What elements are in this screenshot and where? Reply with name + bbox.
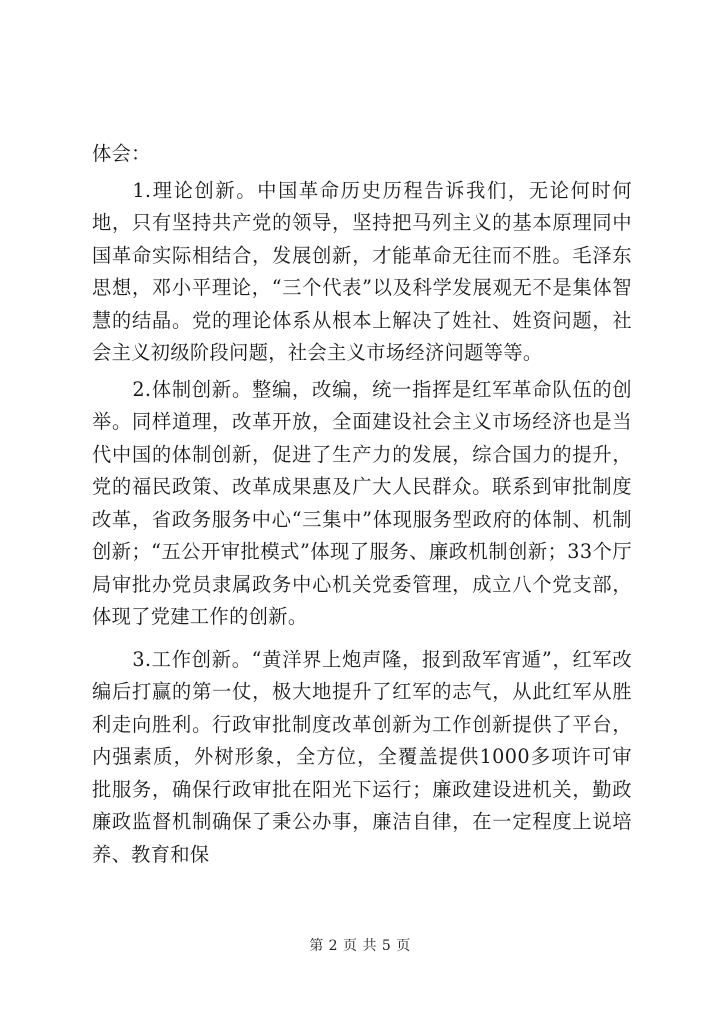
paragraph-theory-innovation: 1.理论创新。中国革命历史历程告诉我们，无论何时何地，只有坚持共产党的领导，坚持把马列主义的基本原理同中国革命实际相结合，发展创新，才能革命无往而不胜。毛泽东思想，邓小平理论，“三个代表”以及科学发展观无不是集体智慧的结晶。党的理论体系从根本上解决了姓社、姓资问题，社会主义初级阶段问题，社会主义市场经济问题等等。 <box>92 178 632 364</box>
paragraph-system-innovation: 2.体制创新。整编，改编，统一指挥是红军革命队伍的创举。同样道理，改革开放，全面建设社会主义市场经济也是当代中国的体制创新，促进了生产力的发展，综合国力的提升，党的福民政策、改革成果惠及广大人民群众。联系到审批制度改革，省政务服务中心“三集中”体现服务型政府的体制、机制创新；“五公开审批模式”体现了服务、廉政机制创新；33个厅局审批办党员隶属政务中心机关党委管理，成立八个党支部，体现了党建工作的创新。 <box>92 377 632 628</box>
page-footer: 第 2 页 共 5 页 <box>309 938 411 954</box>
intro-line: 体会： <box>92 142 151 165</box>
paragraph-work-innovation: 3.工作创新。“黄洋界上炮声隆，报到敌军宵遁”，红军改编后打赢的第一仗，极大地提升了红军的志气，从此红军从胜利走向胜利。行政审批制度改革创新为工作创新提供了平台，内强素质，外树形象，全方位，全覆盖提供1000多项许可审批服务，确保行政审批在阳光下运行；廉政建设进机关，勤政廉政监督机制确保了秉公办事，廉洁自律，在一定程度上说培养、教育和保 <box>92 647 632 866</box>
document-body <box>92 138 632 871</box>
